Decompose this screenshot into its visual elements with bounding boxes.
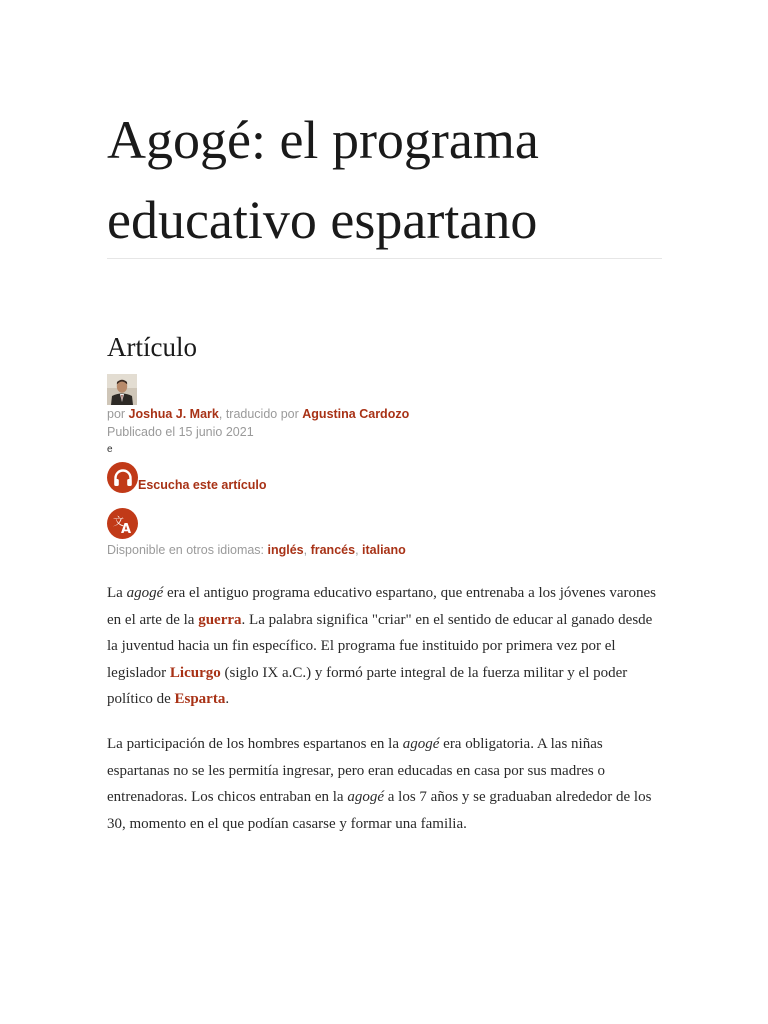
link-licurgo[interactable]: Licurgo: [169, 664, 221, 681]
translator-link[interactable]: Agustina Cardozo: [302, 407, 410, 421]
byline-prefix: por: [107, 407, 129, 421]
term-agoge: agogé: [126, 585, 164, 601]
text: a los 7 años y se graduaban alrededor de los 30, momento en el que podían casarse y formar una familia.: [107, 789, 652, 832]
svg-text:A: A: [120, 521, 131, 536]
avatar[interactable]: [107, 374, 137, 405]
text: (siglo IX a.C.) y formó parte integral de la fuerza militar y el poder político de: [107, 664, 628, 707]
svg-text:文: 文: [112, 514, 124, 528]
link-esparta[interactable]: Esparta: [174, 691, 226, 707]
author-link[interactable]: Joshua J. Mark: [128, 407, 219, 421]
translate-icon[interactable]: [107, 508, 138, 539]
published-date: Publicado el 15 junio 2021: [107, 425, 254, 439]
languages-separator: ,: [355, 543, 363, 557]
text: era obligatoria. A las niñas espartanas no se les permitía ingresar, pero eran educadas en casa por sus madres o entrenadoras. Los chicos entraban en la: [107, 736, 605, 805]
text: La participación de los hombres espartanos en la: [107, 736, 403, 752]
languages-prefix: Disponible en otros idiomas:: [107, 543, 268, 557]
byline: [107, 406, 409, 423]
language-link-frances[interactable]: francés: [310, 543, 356, 557]
page-title: Agogé: el programa educativo espartano: [107, 110, 539, 250]
text: La: [107, 585, 127, 601]
link-guerra[interactable]: guerra: [198, 611, 242, 628]
term-agoge: agogé: [402, 736, 440, 752]
translate-button[interactable]: [107, 508, 138, 539]
language-link-italiano[interactable]: italiano: [362, 543, 406, 557]
section-label: Artículo: [107, 332, 197, 362]
languages-separator: ,: [303, 543, 311, 557]
listen-button[interactable]: [107, 462, 267, 493]
term-agoge: agogé: [347, 789, 384, 805]
headphones-icon[interactable]: [107, 462, 138, 493]
listen-label[interactable]: Escucha este artículo: [138, 478, 267, 492]
small-mark: e: [107, 444, 113, 455]
byline-translated-by: , traducido por: [218, 407, 303, 421]
title-divider: [107, 258, 662, 259]
text: .: [225, 691, 230, 707]
text: . La palabra significa "criar" en el sentido de educar al ganado desde la juventud hacia un fin específico. El programa fue instituido por primera vez por el legislador: [107, 611, 653, 681]
text: era el antiguo programa educativo espartano, que entrenaba a los jóvenes varones en el arte de la: [107, 585, 656, 628]
language-link-ingles[interactable]: inglés: [267, 543, 304, 557]
author-photo-icon: [107, 374, 137, 405]
article-paragraph-2: [107, 731, 662, 837]
available-languages: [107, 542, 406, 559]
article-paragraph-1: [107, 580, 662, 713]
